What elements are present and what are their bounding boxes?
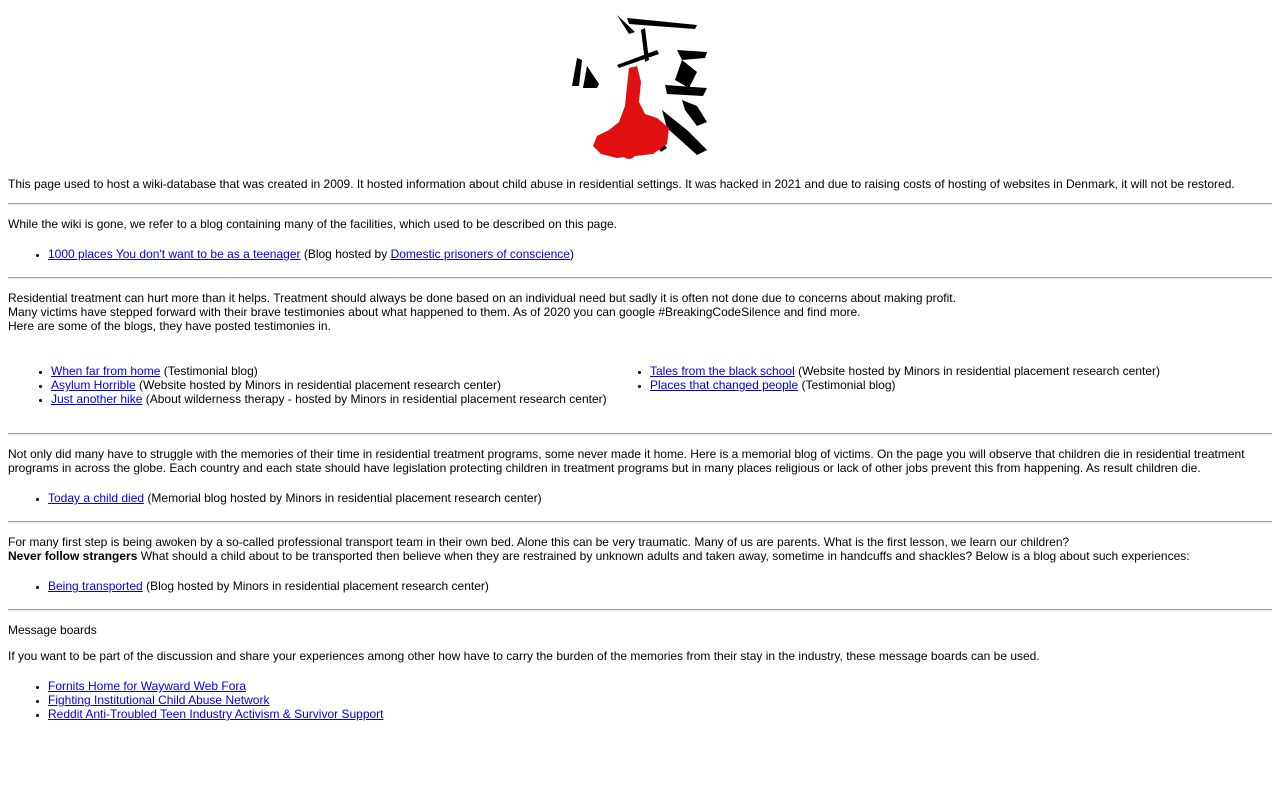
list-item xyxy=(51,392,607,406)
item-desc: (About wilderness therapy - hosted by Minors in residential placement research center) xyxy=(142,392,607,406)
list-item xyxy=(48,491,542,505)
list-item xyxy=(51,378,607,392)
item-desc: (Website hosted by Minors in residential placement research center) xyxy=(794,364,1161,378)
divider xyxy=(8,433,1272,435)
intro-text: This page used to host a wiki-database that was created in 2009. It hosted information about child abuse in residential settings. It was hacked in 2021 and due to raising costs of hosting of websites in Denmark, it will not be restored. xyxy=(8,177,1235,191)
list-item xyxy=(48,707,384,721)
treatment-line-2: Many victims have stepped forward with their brave testimonies about what happened to them. As of 2020 you can google #BreakingCodeSilence and find more. xyxy=(8,305,861,319)
just-another-hike-link[interactable]: Just another hike xyxy=(51,392,143,406)
closing-paren: ) xyxy=(569,247,574,261)
list-item xyxy=(48,247,574,261)
testimony-list-left xyxy=(11,364,607,406)
memorial-text: Not only did many have to struggle with the memories of their time in residential treatment programs, some never made it home. Here is a memorial blog of victims. On the page you will observe that children die in residential treatment programs in across the globe. Each country and each state should have legislation protecting children in treatment programs but in many places religious or lack of other jobs prevent this from happening. As result children die. xyxy=(8,447,1245,475)
divider xyxy=(8,203,1272,205)
asylum-horrible-link[interactable]: Asylum Horrible xyxy=(51,378,136,392)
fican-link[interactable]: Fighting Institutional Child Abuse Network xyxy=(48,693,270,707)
places-changed-people-link[interactable]: Places that changed people xyxy=(650,378,799,392)
list-item xyxy=(650,364,1160,378)
divider xyxy=(8,521,1272,523)
transport-text: What should a child about to be transported then believe when they are restrained by unknown adults and taken away, sometime in handcuffs and shackles? Below is a blog about such experiences: xyxy=(137,549,1190,563)
item-desc: (Testimonial blog) xyxy=(798,378,896,392)
red-ink-calligraphy-icon xyxy=(557,10,717,160)
fornits-link[interactable]: Fornits Home for Wayward Web Fora xyxy=(48,679,247,693)
message-boards-text: If you want to be part of the discussion and share your experiences among other how have to carry the burden of the memories from their stay in the industry, these message boards can be used. xyxy=(8,649,1040,663)
list-item xyxy=(48,579,489,593)
transport-line-1: For many first step is being awoken by a so-called professional transport team in their own bed. Alone this can be very traumatic. Many of us are parents. What is the first lesson, we learn our children? xyxy=(8,535,1070,549)
treatment-line-1: Residential treatment can hurt more than it helps. Treatment should always be done based on an individual need but sadly it is often not done due to concerns about making profit. xyxy=(8,291,956,305)
domestic-prisoners-link[interactable]: Domestic prisoners of conscience xyxy=(390,247,570,261)
divider xyxy=(8,277,1272,279)
blog-1000-places-link[interactable]: 1000 places You don't want to be as a teenager xyxy=(48,247,301,261)
site-logo xyxy=(557,10,717,160)
never-follow-strangers: Never follow strangers xyxy=(8,549,138,563)
transport-line-2 xyxy=(8,549,1272,563)
item-desc: (Website hosted by Minors in residential placement research center) xyxy=(135,378,501,392)
divider xyxy=(8,609,1272,611)
wiki-gone-list xyxy=(8,247,574,261)
wiki-gone-text: While the wiki is gone, we refer to a blog containing many of the facilities, which used to be described on this page. xyxy=(8,217,618,231)
item-desc: (Testimonial blog) xyxy=(160,364,258,378)
being-transported-link[interactable]: Being transported xyxy=(48,579,143,593)
message-boards-list xyxy=(8,679,384,721)
testimony-list-right xyxy=(610,364,1160,392)
blog-host-text: (Blog hosted by xyxy=(303,247,391,261)
tales-black-school-link[interactable]: Tales from the black school xyxy=(650,364,795,378)
when-far-from-home-link[interactable]: When far from home xyxy=(51,364,161,378)
item-desc: (Memorial blog hosted by Minors in residential placement research center) xyxy=(144,491,542,505)
message-boards-heading: Message boards xyxy=(8,623,97,637)
list-item xyxy=(51,364,607,378)
list-item xyxy=(650,378,1160,392)
list-item xyxy=(48,693,384,707)
today-a-child-died-link[interactable]: Today a child died xyxy=(48,491,145,505)
item-desc: (Blog hosted by Minors in residential placement research center) xyxy=(142,579,489,593)
memorial-list xyxy=(8,491,542,505)
treatment-line-3: Here are some of the blogs, they have posted testimonies in. xyxy=(8,319,331,333)
reddit-link[interactable]: Reddit Anti-Troubled Teen Industry Activism & Survivor Support xyxy=(48,707,384,721)
list-item xyxy=(48,679,384,693)
transport-list xyxy=(8,579,489,593)
